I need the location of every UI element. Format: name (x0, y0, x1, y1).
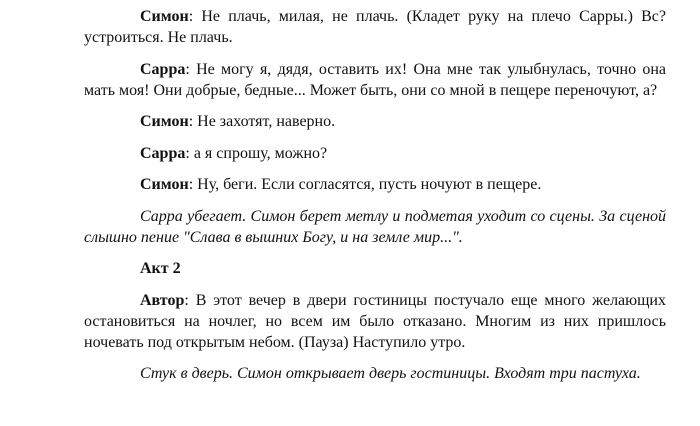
speaker-separator: : (188, 8, 202, 25)
stage-direction-text: Стук в дверь. Симон открывает дверь гостиницы. Входят три пастуха. (140, 365, 641, 382)
dialogue-paragraph (84, 59, 666, 101)
stage-direction (84, 206, 666, 248)
speaker-name: Автор (140, 291, 185, 309)
speaker-name: Сарра (140, 60, 186, 78)
dialogue-paragraph (84, 143, 666, 164)
dialogue-paragraph (84, 290, 666, 353)
dialogue-paragraph (84, 174, 666, 195)
dialogue-text: Ну, беги. Если согласятся, пусть ночуют в пещере. (197, 176, 542, 193)
speaker-name: Сарра (140, 144, 186, 162)
document-page (84, 6, 666, 395)
act-heading-text: Акт 2 (140, 260, 181, 277)
dialogue-text: Не могу я, дядя, оставить их! Она мне так улыбнулась, точно она мать моя! Они добрые, бедные... Может быть, они со мной в пещере переночуют, а? (84, 60, 667, 99)
dialogue-text: а я спрошу, можно? (193, 144, 328, 162)
stage-direction-text: Сарра убегает. Симон берет метлу и подметая уходит со сцены. За сценой слышно пение "Слава в вышних Богу, и на земле мир...". (84, 207, 666, 246)
dialogue-text: Не захотят, наверно. (197, 113, 336, 130)
stage-direction (84, 363, 666, 384)
speaker-separator: : (188, 176, 198, 193)
speaker-name: Симон (140, 8, 189, 25)
speaker-separator: : (185, 60, 197, 78)
dialogue-paragraph (84, 6, 666, 48)
dialogue-text: В этот вечер в двери гостиницы постучало еще много желающих остановиться на ночлег, но всем им было отказано. Многим из них пришлось ночевать под открытым небом. (Пауза) Наступило утро. (84, 291, 666, 351)
speaker-separator: : (184, 291, 196, 309)
speaker-separator: : (185, 144, 194, 162)
speaker-name: Симон (140, 113, 189, 130)
act-heading (84, 258, 666, 279)
dialogue-paragraph (84, 111, 666, 132)
speaker-name: Симон (140, 176, 189, 193)
dialogue-text: Не плачь, милая, не плачь. (Кладет руку на плечо Сарры.) Вс? устроиться. Не плачь. (84, 8, 667, 46)
speaker-separator: : (188, 113, 198, 130)
